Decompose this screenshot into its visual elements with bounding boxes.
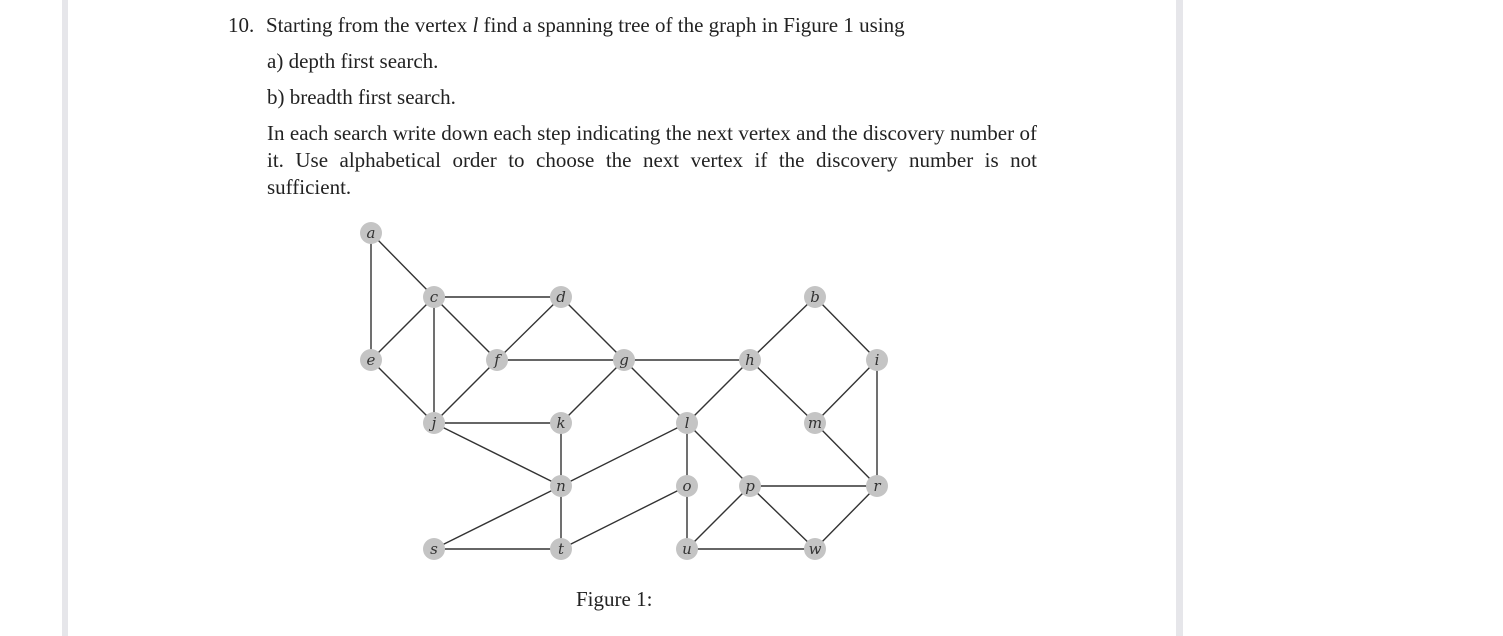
vertex-label: u	[682, 540, 692, 558]
vertex-label: i	[874, 351, 880, 369]
vertex-label: r	[873, 477, 881, 495]
edge-m-r	[815, 423, 877, 486]
vertex-p	[739, 475, 761, 497]
vertex-h	[739, 349, 761, 371]
vertex-label: n	[556, 477, 566, 495]
vertex-d	[550, 286, 572, 308]
item-breadth-first: b) breadth first search.	[267, 85, 456, 109]
vertex-o	[676, 475, 698, 497]
vertex-e	[360, 349, 382, 371]
statement-suffix: find a spanning tree of the graph in Figure 1 using	[478, 13, 905, 37]
vertex-m	[804, 412, 826, 434]
vertex-label: o	[682, 477, 692, 495]
vertex-label: h	[745, 351, 755, 369]
vertex-label: g	[619, 351, 629, 369]
edge-d-f	[497, 297, 561, 360]
edge-b-i	[815, 297, 877, 360]
edge-c-f	[434, 297, 497, 360]
vertex-label: t	[557, 540, 565, 558]
edge-r-w	[815, 486, 877, 549]
vertex-label: p	[745, 477, 755, 495]
edge-h-b	[750, 297, 815, 360]
edge-l-p	[687, 423, 750, 486]
vertex-b	[804, 286, 826, 308]
vertex-a	[360, 222, 382, 244]
vertex-w	[804, 538, 826, 560]
vertex-l	[676, 412, 698, 434]
start-vertex: l	[472, 13, 479, 37]
instructions-paragraph: In each search write down each step indicating the next vertex and the discovery number of it. Use alphabetical order to choose the next vertex if the discovery number is not sufficient.	[267, 121, 1037, 199]
vertex-label: w	[808, 540, 822, 558]
vertex-label: d	[556, 288, 566, 306]
edge-i-m	[815, 360, 877, 423]
vertex-label: j	[431, 414, 437, 432]
edge-a-c	[371, 233, 434, 297]
vertex-c	[423, 286, 445, 308]
vertex-g	[613, 349, 635, 371]
vertex-i	[866, 349, 888, 371]
vertex-label: m	[807, 414, 823, 432]
vertex-j	[423, 412, 445, 434]
graph-vertices	[360, 222, 888, 560]
vertex-label: k	[556, 414, 566, 432]
problem-number: 10.	[228, 13, 255, 37]
vertex-t	[550, 538, 572, 560]
vertex-label: a	[366, 224, 376, 242]
edge-h-m	[750, 360, 815, 423]
edge-c-e	[371, 297, 434, 360]
edge-o-t	[561, 486, 687, 549]
vertex-k	[550, 412, 572, 434]
edge-p-w	[750, 486, 815, 549]
edge-d-g	[561, 297, 624, 360]
edge-h-l	[687, 360, 750, 423]
figure-caption: Figure 1:	[576, 587, 653, 611]
vertex-label: s	[430, 540, 438, 558]
edge-g-k	[561, 360, 624, 423]
vertex-r	[866, 475, 888, 497]
item-depth-first: a) depth first search.	[267, 49, 439, 73]
vertex-label: c	[429, 288, 439, 306]
edge-f-j	[434, 360, 497, 423]
edge-g-l	[624, 360, 687, 423]
vertex-label: b	[810, 288, 820, 306]
vertex-s	[423, 538, 445, 560]
vertex-u	[676, 538, 698, 560]
vertex-label: l	[684, 414, 690, 432]
edge-e-j	[371, 360, 434, 423]
edge-j-n	[434, 423, 561, 486]
statement-prefix: Starting from the vertex	[266, 13, 473, 37]
edge-l-n	[561, 423, 687, 486]
edge-p-u	[687, 486, 750, 549]
graph-edges	[371, 233, 877, 549]
vertex-label: e	[366, 351, 376, 369]
vertex-n	[550, 475, 572, 497]
vertex-label: f	[494, 351, 500, 369]
vertex-f	[486, 349, 508, 371]
edge-n-s	[434, 486, 561, 549]
